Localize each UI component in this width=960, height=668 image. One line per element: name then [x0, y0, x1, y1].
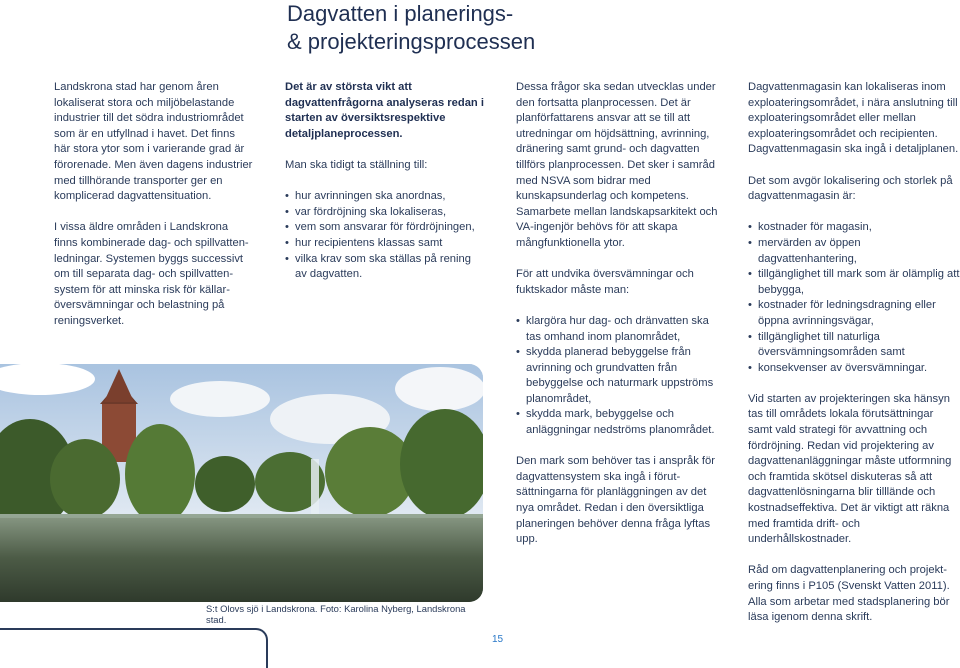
col2-intro: Man ska tidigt ta ställning till: [285, 158, 428, 171]
title-line-1: Dagvatten i planerings- [287, 1, 514, 26]
col1-paragraph-2: I vissa äldre områden i Landskrona finns kombinerade dag- och spillvattenledningar. Systemen byggs successivt om till separata dag- och spillvattensystem för att minska risk för källaröversvämningar och belastning på reningsverket. [54, 221, 249, 327]
list-item: • kostnader för magasin, [748, 220, 960, 236]
col3-paragraph-1: Dessa frågor ska sedan utvecklas under den fortsatta planprocessen. Det är planförfattarens ansvar att se till att utredningar om höjdsättning, avrinning, dränering samt grund- och dagvatten tillförs planprocessen. Det sker i samråd med NSVA som bidrar med kunskapsunderlag och kompetens. Samarbete mellan landskapsarkitekt och VA-ingenjör behövs för att skapa mångfunktionella ytor. [516, 81, 718, 249]
column-3 [516, 80, 721, 563]
list-item: • hur recipientens klassas samt [285, 236, 485, 252]
list-item: • var fördröjning ska lokaliseras, [285, 205, 485, 221]
col4-paragraph-4: Råd om dagvattenplanering och projektering finns i P105 (Svenskt Vatten 2011). Alla som arbetar med stadsplanering bör läsa igenom denna skrift. [748, 564, 950, 624]
column-4 [748, 80, 960, 641]
col3-paragraph-2: För att undvika översvämningar och fuktskador måste man: [516, 268, 694, 296]
list-item: • kostnader för ledningsdragning eller öppna avrinningsvägar, [748, 298, 960, 329]
list-item: • tillgänglighet till naturliga översvämningsområden samt [748, 330, 960, 361]
list-item: • vem som ansvarar för fördröjningen, [285, 220, 485, 236]
col1-paragraph-1: Landskrona stad har genom åren lokaliserat stora och miljöbelastande industrier till det södra industriområdet som är en utfyllnad i havet. Det finns här stora ytor som i varierande grad är förorenade. Men även dagens industrier med tillhörande transporter ger en komplicerad dagvattensituation. [54, 81, 253, 203]
list-item: • tillgänglighet till mark som är olämplig att bebygga, [748, 267, 960, 298]
photo-caption: S:t Olovs sjö i Landskrona. Foto: Karolina Nyberg, Landskrona stad. [206, 603, 466, 625]
col4-bullet-list [748, 220, 960, 376]
list-item: • skydda planerad bebyggelse från avrinning och grundvatten från bebyggelse och naturmark uppströms planområdet, [516, 345, 721, 407]
col3-paragraph-3: Den mark som behöver tas i anspråk för dagvattensystem ska ingå i förutsättningarna för planläggningen av det nya området. Redan i den översiktliga planeringen behöver denna fråga lyftas upp. [516, 455, 715, 546]
lake-photo [0, 364, 483, 602]
col2-lead: Det är av största vikt att dagvattenfrågorna analyseras redan i starten av översiktsrespektive detaljplaneprocessen. [285, 81, 484, 140]
list-item: • vilka krav som ska ställas på rening av dagvatten. [285, 252, 485, 283]
page-title [287, 0, 687, 56]
list-item: • konsekvenser av översvämningar. [748, 361, 960, 377]
decorative-corner-line [0, 628, 268, 668]
column-2 [285, 80, 485, 298]
page-number: 15 [492, 634, 504, 645]
col4-paragraph-3: Vid starten av projekteringen ska hänsyn tas till områdets lokala förutsättningar samt vald strategi för avvattning och fördröjning. Redan vid projektering av dagvattenanläggningar måste utformning och framtida skötsel diskuteras så att dagvattenlösningarna blir tillländе och kostnadseffektiva. Det är viktigt att räkna med framtida drift- och underhållskostnader. [748, 392, 952, 546]
col3-bullet-list [516, 314, 721, 439]
list-item: • skydda mark, bebyggelse och anläggningar nedströms planområdet. [516, 407, 721, 438]
list-item: • klargöra hur dag- och dränvatten ska tas omhand inom planområdet, [516, 314, 721, 345]
list-item: • mervärden av öppen dagvattenhantering, [748, 236, 960, 267]
col2-bullet-list [285, 189, 485, 283]
column-1 [54, 80, 254, 345]
title-line-2: & projekteringsprocessen [287, 29, 536, 54]
col4-paragraph-1: Dagvattenmagasin kan lokaliseras inom exploateringsområdet, i nära anslutning till exploateringsområdet eller mellan exploateringsområdet och recipienten. Dagvattenmagasin ska ingå i detaljplanen. [748, 81, 959, 156]
col4-paragraph-2: Det som avgör lokalisering och storlek på dagvattenmagasin är: [748, 174, 953, 203]
list-item: • hur avrinningen ska anordnas, [285, 189, 485, 205]
